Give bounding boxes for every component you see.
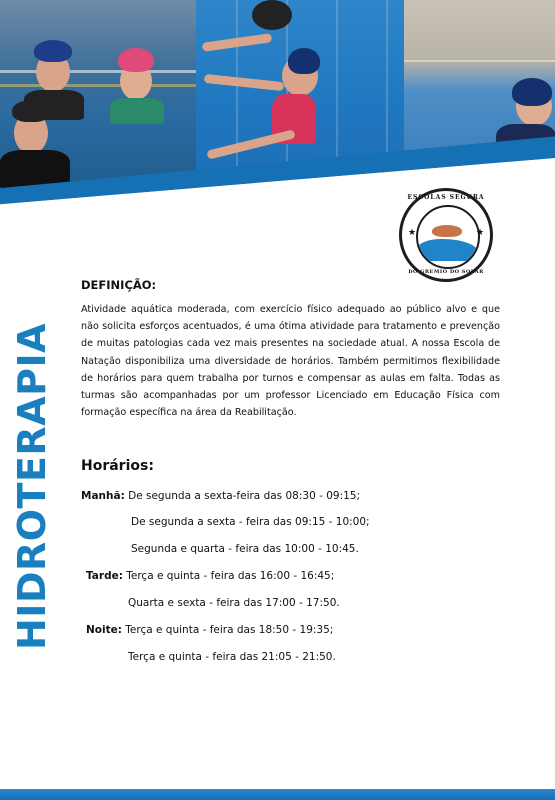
diagonal-stripe (0, 0, 555, 215)
star-icon: ★ (408, 228, 417, 238)
schedule-row (128, 651, 336, 663)
logo-emblem (416, 205, 480, 269)
definition-text: Atividade aquática moderada, com exercício físico adequado ao público alvo e que não solicita esforços acentuados, é uma ótima atividade para tratamento e prevenção de muitas patologias cada vez mais presentes na sociedade atual. A nossa Escola de Natação disponibiliza uma diversidade de horários. Também permitimos flexibilidade de horários para quem trabalha por turnos e compensar as aulas em falta. Todas as turmas são acompanhadas por um professor Licenciado em Educação Física com formação específica na área da Reabilitação. (81, 304, 500, 419)
logo-text-top: ESCOLAS SEGURA (407, 194, 485, 201)
swimmer-icon (432, 225, 462, 237)
schedule-row-text: De segunda a sexta - feira das 09:15 - 10:00; (131, 516, 370, 528)
schedule-row-text: Quarta e sexta - feira das 17:00 - 17:50. (128, 597, 340, 609)
schedule-period-label: Manhã: (81, 490, 125, 502)
schedule-row-text: De segunda a sexta-feira das 08:30 - 09:15; (124, 490, 361, 502)
schedule-row-text: Terça e quinta - feira das 16:00 - 16:45; (122, 570, 335, 582)
bottom-bar (0, 789, 555, 800)
schedule-period-label: Noite: (86, 624, 122, 636)
schedule-row-text: Segunda e quarta - feira das 10:00 - 10:45. (131, 543, 359, 555)
schedule-row-text: Terça e quinta - feira das 21:05 - 21:50. (128, 651, 336, 663)
photo-banner (0, 0, 555, 215)
logo-text-bottom: DO GREMIO DO SOLAR (408, 269, 484, 275)
schedule-row (128, 597, 340, 609)
schedule-period-label: Tarde: (86, 570, 123, 582)
schedule-row (81, 490, 360, 502)
wave-icon (418, 239, 478, 261)
definition-heading: DEFINIÇÃO: (81, 278, 157, 292)
page-title: HIDROTERAPIA (10, 323, 54, 650)
schedule-row-text: Terça e quinta - feira das 18:50 - 19:35; (121, 624, 334, 636)
club-logo (399, 188, 493, 282)
star-icon: ★ (476, 228, 485, 238)
schedule-heading: Horários: (81, 458, 154, 474)
schedule-row (131, 543, 359, 555)
schedule-row (131, 516, 370, 528)
schedule-row (86, 624, 333, 636)
schedule-row (86, 570, 334, 582)
